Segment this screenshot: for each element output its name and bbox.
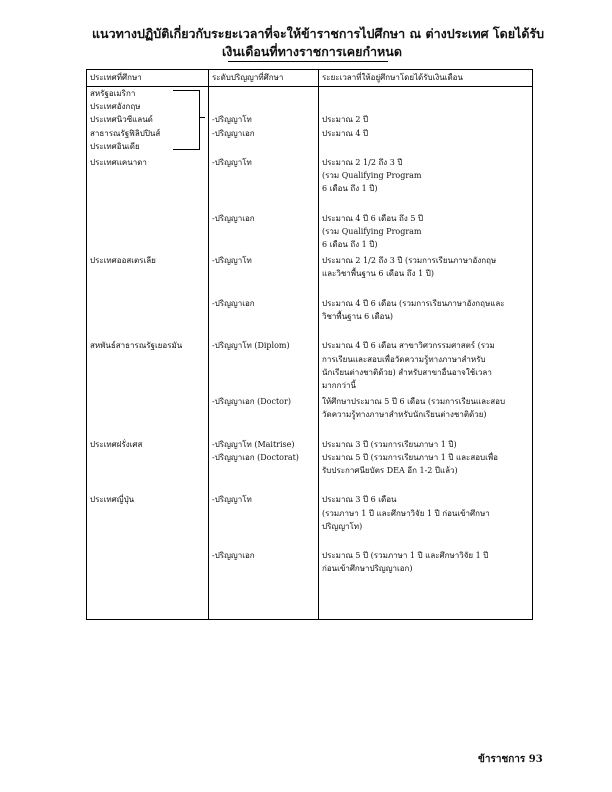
duration-text: และวิชาพื้นฐาน 6 เดือน ถึง 1 ปี) xyxy=(322,269,434,279)
country-name: สหพันธ์สาธารณรัฐเยอรมัน xyxy=(90,341,183,351)
country-cell xyxy=(87,254,209,297)
duration-cell xyxy=(319,395,533,438)
country-name xyxy=(90,533,205,546)
degree-cell xyxy=(209,212,319,255)
degree-text xyxy=(212,225,315,238)
duration-text: 6 เดือน ถึง 1 ปี) xyxy=(322,240,378,250)
degree-text xyxy=(212,520,315,533)
degree-text xyxy=(212,379,315,392)
duration-cell xyxy=(319,212,533,255)
duration-text xyxy=(322,140,529,153)
country-name xyxy=(90,212,205,225)
country-name xyxy=(90,422,205,435)
degree-text: -ปริญญาโท (Diplom) xyxy=(212,341,290,351)
country-name xyxy=(90,451,205,464)
duration-text: มากกว่านี้ xyxy=(322,380,356,390)
country-name xyxy=(90,507,205,520)
table-row xyxy=(87,297,533,340)
duration-text: ประมาณ 4 ปี 6 เดือน ถึง 5 ปี xyxy=(322,213,424,223)
duration-cell xyxy=(319,339,533,395)
country-cell xyxy=(87,339,209,395)
table-header-row xyxy=(87,70,533,87)
country-name xyxy=(90,310,205,323)
duration-cell xyxy=(319,549,533,620)
degree-cell xyxy=(209,297,319,340)
table-row xyxy=(87,339,533,395)
country-cell xyxy=(87,549,209,620)
country-name: ประเทศนิวซีแลนด์ xyxy=(90,115,153,125)
study-duration-table xyxy=(86,69,533,620)
degree-cell xyxy=(209,395,319,438)
country-name: สหรัฐอเมริกา xyxy=(90,89,136,98)
duration-text xyxy=(322,281,529,294)
degree-cell xyxy=(209,156,319,212)
degree-text xyxy=(212,533,315,546)
degree-text xyxy=(212,353,315,366)
degree-text xyxy=(212,562,315,575)
table-row xyxy=(87,212,533,255)
country-group-bracket xyxy=(173,90,200,150)
title-underline xyxy=(228,61,388,62)
country-name: สาธารณรัฐฟิลิปปินส์ xyxy=(90,128,161,138)
table-row xyxy=(87,87,533,156)
table-row xyxy=(87,493,533,549)
duration-text xyxy=(322,100,529,113)
country-cell xyxy=(87,395,209,438)
degree-text xyxy=(212,408,315,421)
country-name xyxy=(90,196,205,209)
duration-text xyxy=(322,477,529,490)
country-name xyxy=(90,225,205,238)
duration-text: ประมาณ 2 ปี xyxy=(322,115,369,125)
degree-text: -ปริญญาเอก (Doctorat) xyxy=(212,452,299,462)
duration-cell xyxy=(319,297,533,340)
country-name xyxy=(90,238,205,251)
degree-text xyxy=(212,196,315,209)
degree-text: -ปริญญาเอก xyxy=(212,298,255,308)
degree-text xyxy=(212,100,315,113)
degree-text: -ปริญญาเอก (Doctor) xyxy=(212,397,291,407)
duration-text: ประมาณ 2 1/2 ถึง 3 ปี xyxy=(322,157,403,167)
page-title-line-2: เงินเดือนที่ทางราชการเคยกำหนด xyxy=(222,44,402,59)
country-name: ประเทศออสเตรเลีย xyxy=(90,256,156,266)
country-name xyxy=(90,281,205,294)
degree-text: -ปริญญาโท xyxy=(212,256,252,266)
country-name xyxy=(90,169,205,182)
duration-text xyxy=(322,196,529,209)
duration-text: ประมาณ 5 ปี (รวมการเรียนภาษา 1 ปี และสอบเพื่อ xyxy=(322,452,498,462)
duration-text: 6 เดือน ถึง 1 ปี) xyxy=(322,184,378,194)
country-name xyxy=(90,562,205,575)
table-row xyxy=(87,395,533,438)
duration-cell xyxy=(319,254,533,297)
duration-text xyxy=(322,87,529,100)
duration-text: ประมาณ 3 ปี 6 เดือน xyxy=(322,495,397,505)
country-name xyxy=(90,353,205,366)
duration-text xyxy=(322,533,529,546)
duration-text: รับประกาศนียบัตร DEA อีก 1-2 ปีแล้ว) xyxy=(322,466,458,476)
country-cell xyxy=(87,156,209,212)
degree-cell xyxy=(209,493,319,549)
country-group-bracket-connector xyxy=(199,117,205,118)
table-row xyxy=(87,254,533,297)
degree-text xyxy=(212,366,315,379)
country-name xyxy=(90,267,205,280)
degree-text xyxy=(212,169,315,182)
degree-text: -ปริญญาเอก xyxy=(212,213,255,223)
degree-text: -ปริญญาเอก xyxy=(212,128,255,138)
duration-text xyxy=(322,422,529,435)
duration-cell xyxy=(319,438,533,494)
degree-text xyxy=(212,267,315,280)
page-footer: ข้าราชการ 93 xyxy=(478,754,543,765)
country-cell xyxy=(87,87,209,156)
country-cell xyxy=(87,493,209,549)
country-name xyxy=(90,464,205,477)
degree-text: -ปริญญาโท xyxy=(212,495,252,505)
duration-text: วัดความรู้ทางภาษาสำหรับนักเรียนต่างชาติด้วย) xyxy=(322,410,487,420)
country-cell xyxy=(87,212,209,255)
country-name xyxy=(90,520,205,533)
page-title-line-1: แนวทางปฏิบัติเกี่ยวกับระยะเวลาที่จะให้ข้าราชการไปศึกษา ณ ต่างประเทศ โดยได้รับ xyxy=(92,26,545,41)
duration-text: (รวมภาษา 1 ปี และศึกษาวิจัย 1 ปี ก่อนเข้าศึกษา xyxy=(322,508,490,518)
degree-text xyxy=(212,477,315,490)
degree-cell xyxy=(209,87,319,156)
country-name xyxy=(90,323,205,336)
country-name xyxy=(90,477,205,490)
duration-text: ประมาณ 2 1/2 ถึง 3 ปี (รวมการเรียนภาษาอังกฤษ xyxy=(322,256,497,266)
header-duration: ระยะเวลาที่ให้อยู่ศึกษาโดยได้รับเงินเดือน xyxy=(319,70,533,87)
degree-text xyxy=(212,140,315,153)
country-name: ประเทศอินเดีย xyxy=(90,141,140,151)
duration-text: (รวม Qualifying Program xyxy=(322,171,422,181)
country-name: ประเทศอังกฤษ xyxy=(90,102,141,112)
degree-text xyxy=(212,238,315,251)
header-degree: ระดับปริญญาที่ศึกษา xyxy=(209,70,319,87)
degree-cell xyxy=(209,254,319,297)
country-name xyxy=(90,182,205,195)
country-name: ประเทศแคนาดา xyxy=(90,157,147,167)
duration-text: ประมาณ 4 ปี xyxy=(322,128,369,138)
degree-text xyxy=(212,422,315,435)
table-row xyxy=(87,156,533,212)
table-row xyxy=(87,438,533,494)
duration-text: ประมาณ 3 ปี (รวมการเรียนภาษา 1 ปี) xyxy=(322,439,457,449)
table-row xyxy=(87,549,533,620)
degree-text xyxy=(212,323,315,336)
country-name xyxy=(90,408,205,421)
country-name xyxy=(90,549,205,562)
duration-cell xyxy=(319,493,533,549)
degree-cell xyxy=(209,549,319,620)
duration-cell xyxy=(319,156,533,212)
degree-cell xyxy=(209,339,319,395)
country-cell xyxy=(87,438,209,494)
duration-text: ปริญญาโท) xyxy=(322,521,363,531)
country-name xyxy=(90,297,205,310)
degree-text xyxy=(212,464,315,477)
degree-text: -ปริญญาเอก xyxy=(212,551,255,561)
degree-text xyxy=(212,281,315,294)
degree-cell xyxy=(209,438,319,494)
duration-text: ก่อนเข้าศึกษาปริญญาเอก) xyxy=(322,564,413,574)
duration-text: ประมาณ 4 ปี 6 เดือน (รวมการเรียนภาษาอังกฤษและ xyxy=(322,298,505,308)
duration-text: (รวม Qualifying Program xyxy=(322,226,422,236)
duration-text: การเรียนและสอบเพื่อวัดความรู้ทางภาษาสำหรับ xyxy=(322,354,486,364)
duration-text xyxy=(322,323,529,336)
country-cell xyxy=(87,297,209,340)
country-name xyxy=(90,395,205,408)
degree-text xyxy=(212,87,315,100)
degree-text: -ปริญญาโท xyxy=(212,115,252,125)
degree-text: -ปริญญาโท xyxy=(212,157,252,167)
duration-text: ให้ศึกษาประมาณ 5 ปี 6 เดือน (รวมการเรียนและสอบ xyxy=(322,397,506,407)
duration-text: วิชาพื้นฐาน 6 เดือน) xyxy=(322,312,394,321)
country-name xyxy=(90,379,205,392)
header-country: ประเทศที่ศึกษา xyxy=(87,70,209,87)
degree-text xyxy=(212,507,315,520)
duration-text: ประมาณ 5 ปี (รวมภาษา 1 ปี และศึกษาวิจัย 1 ปี xyxy=(322,551,489,561)
degree-text: -ปริญญาโท (Maitrise) xyxy=(212,439,295,449)
degree-text xyxy=(212,182,315,195)
country-name xyxy=(90,366,205,379)
degree-text xyxy=(212,310,315,323)
duration-text: นักเรียนต่างชาติด้วย) สำหรับสาขาอื่นอาจใช้เวลา xyxy=(322,367,492,377)
country-name: ประเทศฝรั่งเศส xyxy=(90,439,143,449)
duration-text: ประมาณ 4 ปี 6 เดือน สาขาวิศวกรรมศาสตร์ (รวม xyxy=(322,341,495,351)
duration-cell xyxy=(319,87,533,156)
country-name: ประเทศญี่ปุ่น xyxy=(90,495,135,505)
